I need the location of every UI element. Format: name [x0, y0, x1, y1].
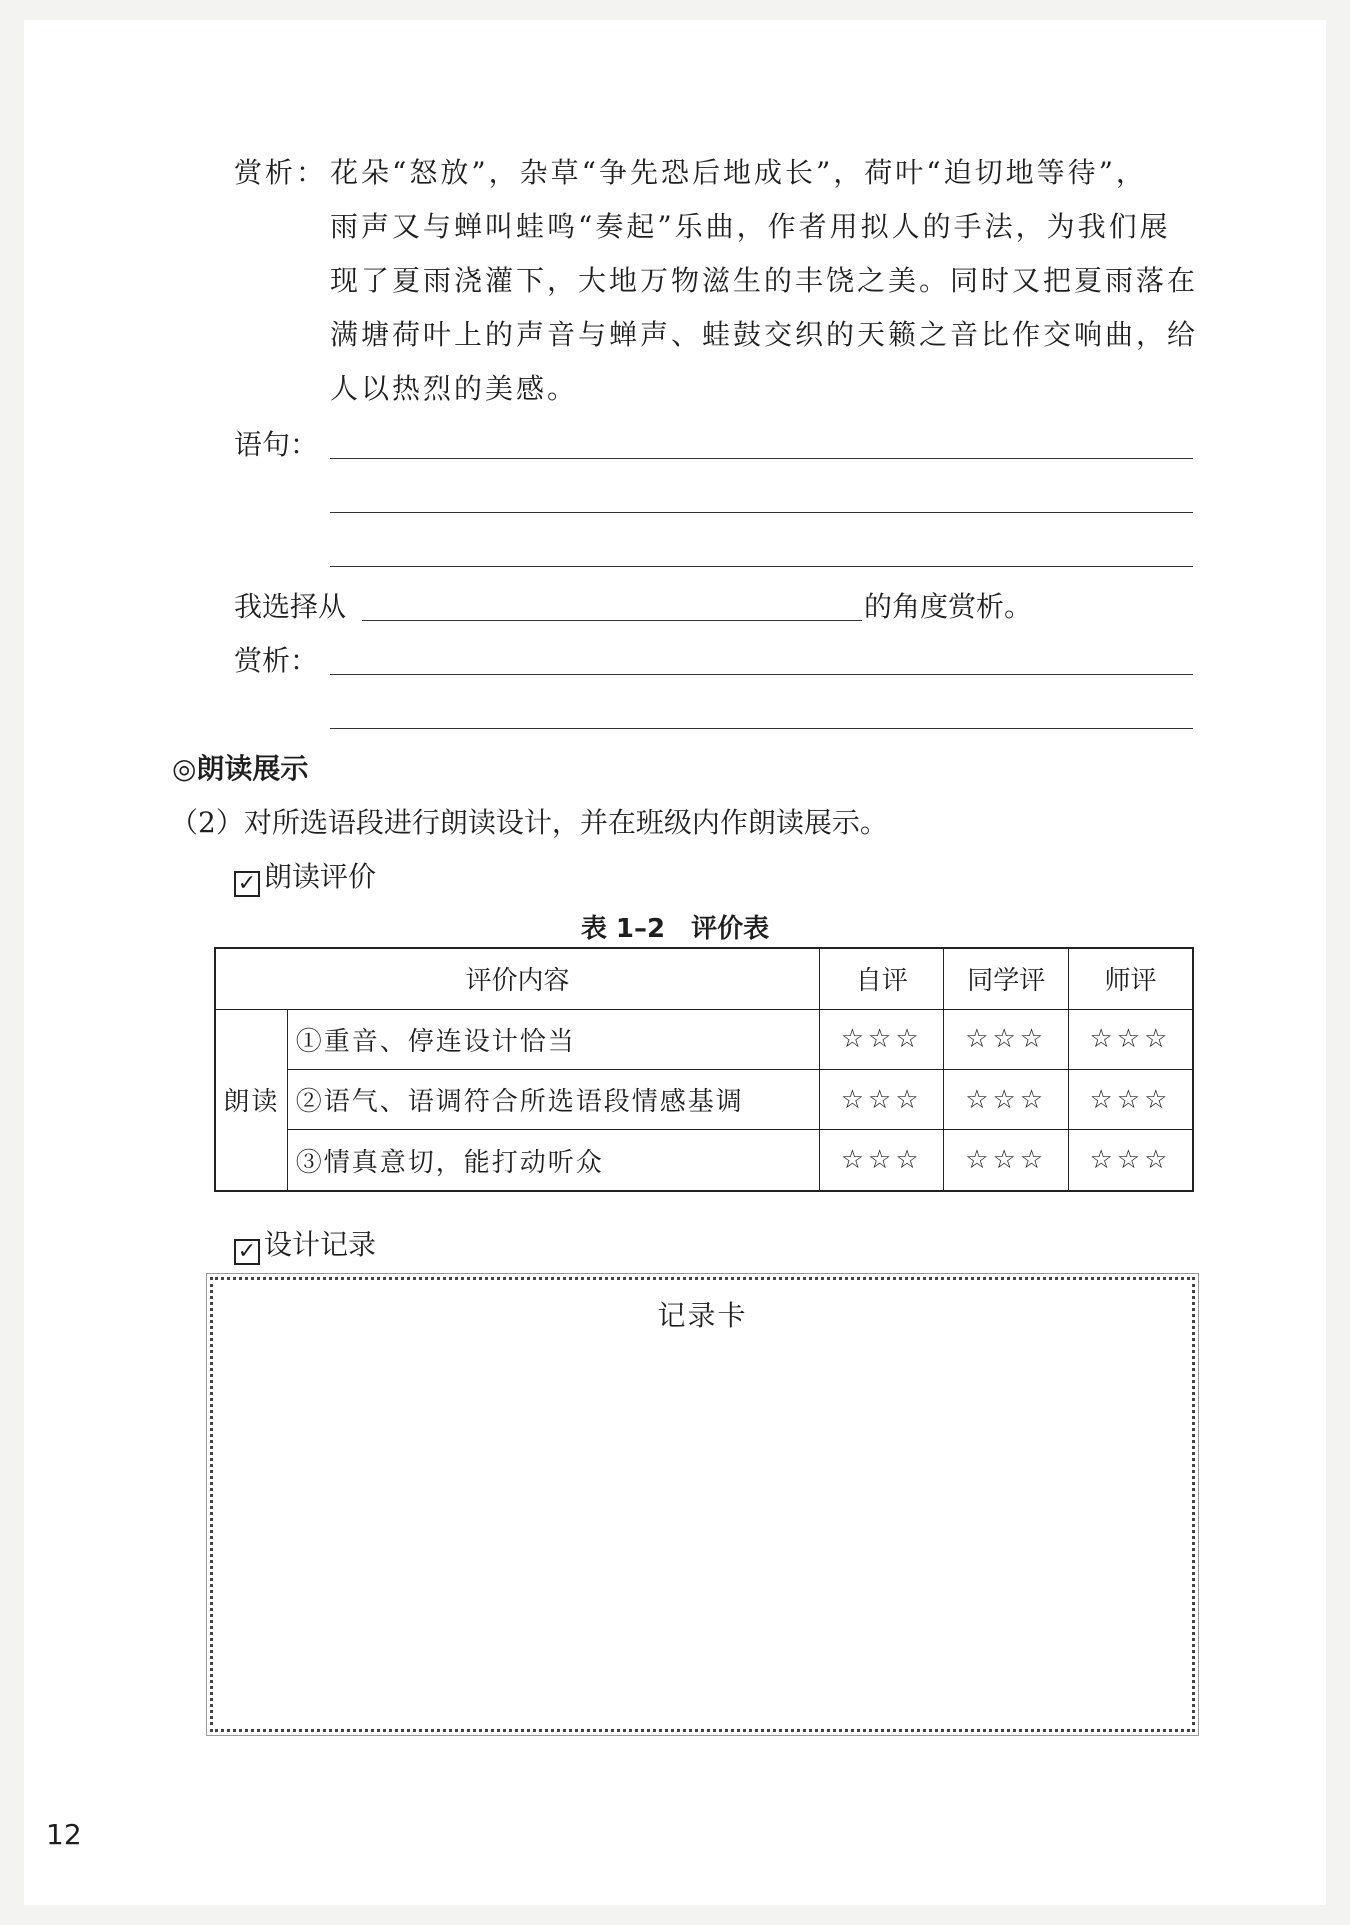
teacher-rating-1[interactable]: ☆☆☆ — [1068, 1009, 1193, 1069]
angle-prefix: 我选择从 — [234, 590, 347, 623]
section-heading: ◎朗读展示 — [172, 752, 309, 785]
checkmark-icon[interactable]: ✓ — [234, 871, 260, 897]
table-caption: 表 1–2 评价表 — [580, 914, 770, 944]
analysis-line-1: 花朵“怒放”，杂草“争先恐后地成长”，荷叶“迫切地等待”， — [330, 156, 1147, 189]
peer-rating-2[interactable]: ☆☆☆ — [944, 1069, 1069, 1129]
analysis-answer-line-2[interactable] — [330, 728, 1193, 729]
checklist-reading-eval — [234, 850, 376, 904]
analysis-line-2: 雨声又与蝉叫蛙鸣“奏起”乐曲，作者用拟人的手法，为我们展 — [330, 210, 1171, 243]
row-group-label: 朗读 — [215, 1009, 287, 1191]
angle-answer-line[interactable] — [362, 620, 862, 621]
evaluation-table — [214, 947, 1194, 1192]
peer-rating-1[interactable]: ☆☆☆ — [944, 1009, 1069, 1069]
record-card[interactable] — [210, 1277, 1195, 1732]
self-rating-3[interactable]: ☆☆☆ — [819, 1130, 944, 1191]
page-number: 12 — [46, 1818, 82, 1851]
header-teacher: 师评 — [1068, 948, 1193, 1009]
header-peer: 同学评 — [944, 948, 1069, 1009]
analysis-answer-label: 赏析： — [234, 644, 319, 677]
task-instruction: （2）对所选语段进行朗读设计，并在班级内作朗读展示。 — [170, 806, 888, 839]
table-row — [215, 1069, 1193, 1129]
reading-eval-label: 朗读评价 — [264, 860, 377, 893]
design-record-label: 设计记录 — [264, 1228, 377, 1261]
sentence-answer-line-3[interactable] — [330, 566, 1193, 567]
peer-rating-3[interactable]: ☆☆☆ — [944, 1130, 1069, 1191]
header-self: 自评 — [819, 948, 944, 1009]
criterion-3: ③情真意切，能打动听众 — [287, 1130, 819, 1191]
record-card-title: 记录卡 — [657, 1299, 748, 1332]
teacher-rating-3[interactable]: ☆☆☆ — [1068, 1130, 1193, 1191]
checklist-design-record — [234, 1218, 376, 1272]
analysis-label: 赏析： — [234, 156, 328, 189]
analysis-line-5: 人以热烈的美感。 — [330, 372, 579, 405]
criterion-1: ①重音、停连设计恰当 — [287, 1009, 819, 1069]
table-row — [215, 1130, 1193, 1191]
self-rating-1[interactable]: ☆☆☆ — [819, 1009, 944, 1069]
header-content: 评价内容 — [215, 948, 819, 1009]
table-header-row — [215, 948, 1193, 1009]
sentence-answer-line-2[interactable] — [330, 512, 1193, 513]
checkmark-icon[interactable]: ✓ — [234, 1239, 260, 1265]
analysis-line-3: 现了夏雨浇灌下，大地万物滋生的丰饶之美。同时又把夏雨落在 — [330, 264, 1199, 297]
analysis-line-4: 满塘荷叶上的声音与蝉声、蛙鼓交织的天籁之音比作交响曲，给 — [330, 318, 1199, 351]
self-rating-2[interactable]: ☆☆☆ — [819, 1069, 944, 1129]
analysis-answer-line-1[interactable] — [330, 674, 1193, 675]
teacher-rating-2[interactable]: ☆☆☆ — [1068, 1069, 1193, 1129]
angle-suffix: 的角度赏析。 — [864, 590, 1033, 623]
table-row — [215, 1009, 1193, 1069]
criterion-2: ②语气、语调符合所选语段情感基调 — [287, 1069, 819, 1129]
sentence-answer-line-1[interactable] — [330, 458, 1193, 459]
sentence-label: 语句： — [234, 428, 319, 461]
